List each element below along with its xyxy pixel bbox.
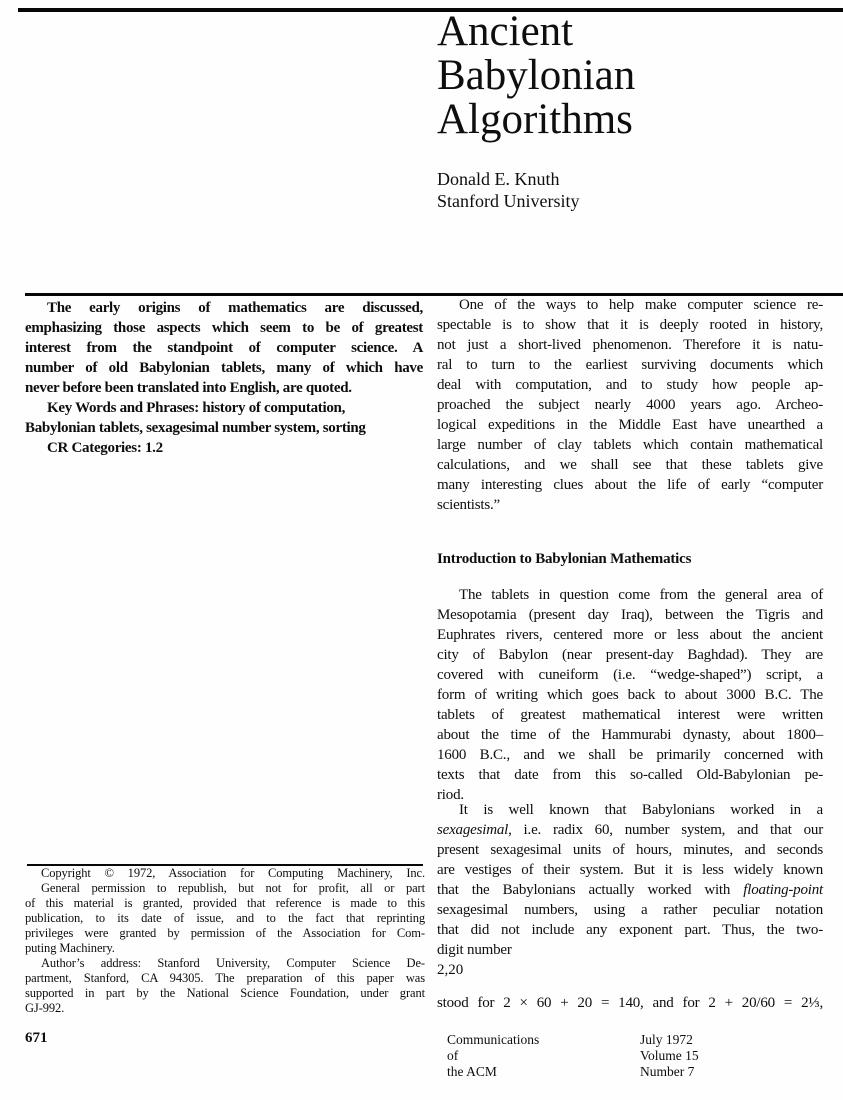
- text-line: Babylonian: [437, 52, 636, 99]
- author-address-note: [25, 956, 425, 1016]
- text-line: are vestiges of their system. But it is less widely known: [437, 862, 823, 878]
- text-line: Ancient: [437, 8, 574, 55]
- text-line: Communications: [447, 1032, 540, 1047]
- text-line: The early origins of mathematics are discussed,: [47, 300, 423, 316]
- text-line: number of old Babylonian tablets, many of which have: [25, 360, 423, 376]
- text-line: Euphrates rivers, centered more or less about the ancient: [437, 627, 823, 643]
- text-line: General permission to republish, but not for profit, all or part: [41, 881, 425, 895]
- text-line: never before been translated into English, are quoted.: [25, 380, 352, 396]
- text-line: Author’s address: Stanford University, Computer Science De-: [41, 956, 425, 970]
- body-paragraph-3: [437, 800, 823, 960]
- text-line: proached the subject nearly 4000 years ago. Archeo-: [437, 397, 823, 413]
- text-line: One of the ways to help make computer science re-: [459, 297, 823, 313]
- body-paragraph-2: [437, 585, 823, 805]
- text-line: stood for 2 × 60 + 20 = 140, and for 2 + 20/60 = 2⅓,: [437, 995, 823, 1011]
- text-line: form of writing which goes back to about 3000 B.C. The: [437, 687, 823, 703]
- paper-title: [437, 10, 837, 142]
- text-line: covered with cuneiform (i.e. “wedge-shaped”) script, a: [437, 667, 823, 683]
- text-line: spectable is to show that it is deeply rooted in history,: [437, 317, 823, 333]
- text-line: privileges were granted by permission of the Association for Com-: [25, 926, 425, 940]
- display-number: 2,20: [437, 962, 464, 978]
- text-line: texts that date from this so-called Old-Babylonian pe-: [437, 767, 823, 783]
- text-line: Mesopotamia (present day Iraq), between the Tigris and: [437, 607, 823, 623]
- text-line: deal with computation, and to study how people ap-: [437, 377, 823, 393]
- text-line: Volume 15: [640, 1048, 699, 1063]
- abstract-block: [25, 298, 423, 458]
- text-line: riod.: [437, 787, 464, 803]
- text-line: GJ-992.: [25, 1001, 65, 1015]
- text-line: July 1972: [640, 1032, 693, 1047]
- text-line: digit number: [437, 942, 512, 958]
- text-line: present sexagesimal units of hours, minutes, and seconds: [437, 842, 823, 858]
- keywords-paragraph: [25, 398, 423, 438]
- author-block: [437, 169, 827, 212]
- text-line: about the time of the Hammurabi dynasty, about 1800–: [437, 727, 823, 743]
- author-affiliation: Stanford University: [437, 190, 580, 211]
- text-line: that did not include any exponent part. Thus, the two-: [437, 922, 823, 938]
- text-line: CR Categories: 1.2: [47, 440, 163, 456]
- text-line: supported in part by the National Science Foundation, under grant: [25, 986, 425, 1000]
- text-line: The tablets in question come from the general area of: [459, 587, 823, 603]
- text-line: 1600 B.C., and we shall be primarily concerned with: [437, 747, 823, 763]
- body-paragraph-1: [437, 295, 823, 515]
- text-line: scientists.”: [437, 497, 501, 513]
- footer-issue-info: [640, 1032, 780, 1080]
- text-line: not just a short-lived phenomenon. Therefore it is natu-: [437, 337, 823, 353]
- text-line: large number of clay tablets which contain mathematical: [437, 437, 823, 453]
- text-line: It is well known that Babylonians worked in a: [459, 802, 823, 818]
- text-line: ral to turn to the earliest surviving documents which: [437, 357, 823, 373]
- footnote-block: [25, 866, 425, 1016]
- text-line: many interesting clues about the life of early “computer: [437, 477, 823, 493]
- text-line: Babylonian tablets, sexagesimal number system, sorting: [25, 420, 366, 436]
- text-line: interest from the standpoint of computer science. A: [25, 340, 423, 356]
- text-line: of this material is granted, provided that reference is made to this: [25, 896, 425, 910]
- text-line: calculations, and we shall see that these tablets give: [437, 457, 823, 473]
- text-line: Copyright © 1972, Association for Computing Machinery, Inc.: [41, 866, 425, 880]
- text-line: puting Machinery.: [25, 941, 115, 955]
- permission-notice: [25, 881, 425, 956]
- cr-categories: [25, 438, 423, 458]
- text-line: tablets of greatest mathematical interest were written: [437, 707, 823, 723]
- text-line: logical expeditions in the Middle East have unearthed a: [437, 417, 823, 433]
- author-name: Donald E. Knuth: [437, 169, 560, 189]
- text-line: partment, Stanford, CA 94305. The preparation of this paper was: [25, 971, 425, 985]
- copyright-notice: [25, 866, 425, 881]
- footer-journal-name: [447, 1032, 597, 1080]
- page-number: 671: [25, 1030, 48, 1046]
- text-line: Algorithms: [437, 96, 633, 143]
- abstract-paragraph: [25, 298, 423, 398]
- text-line: Key Words and Phrases: history of computation,: [47, 400, 346, 416]
- text-line: the ACM: [447, 1064, 497, 1079]
- section-heading: Introduction to Babylonian Mathematics: [437, 551, 692, 567]
- text-line: city of Babylon (near present-day Baghdad). They are: [437, 647, 823, 663]
- text-line: of: [447, 1048, 459, 1063]
- text-line: emphasizing those aspects which seem to be of greatest: [25, 320, 423, 336]
- text-line: sexagesimal numbers, using a rather peculiar notation: [437, 902, 823, 918]
- text-line: sexagesimal, i.e. radix 60, number system, and that our: [437, 822, 823, 838]
- text-line: publication, to its date of issue, and to the fact that reprinting: [25, 911, 425, 925]
- text-line: that the Babylonians actually worked with floating-point: [437, 882, 823, 898]
- text-line: Number 7: [640, 1064, 695, 1079]
- body-paragraph-4: [437, 993, 823, 1013]
